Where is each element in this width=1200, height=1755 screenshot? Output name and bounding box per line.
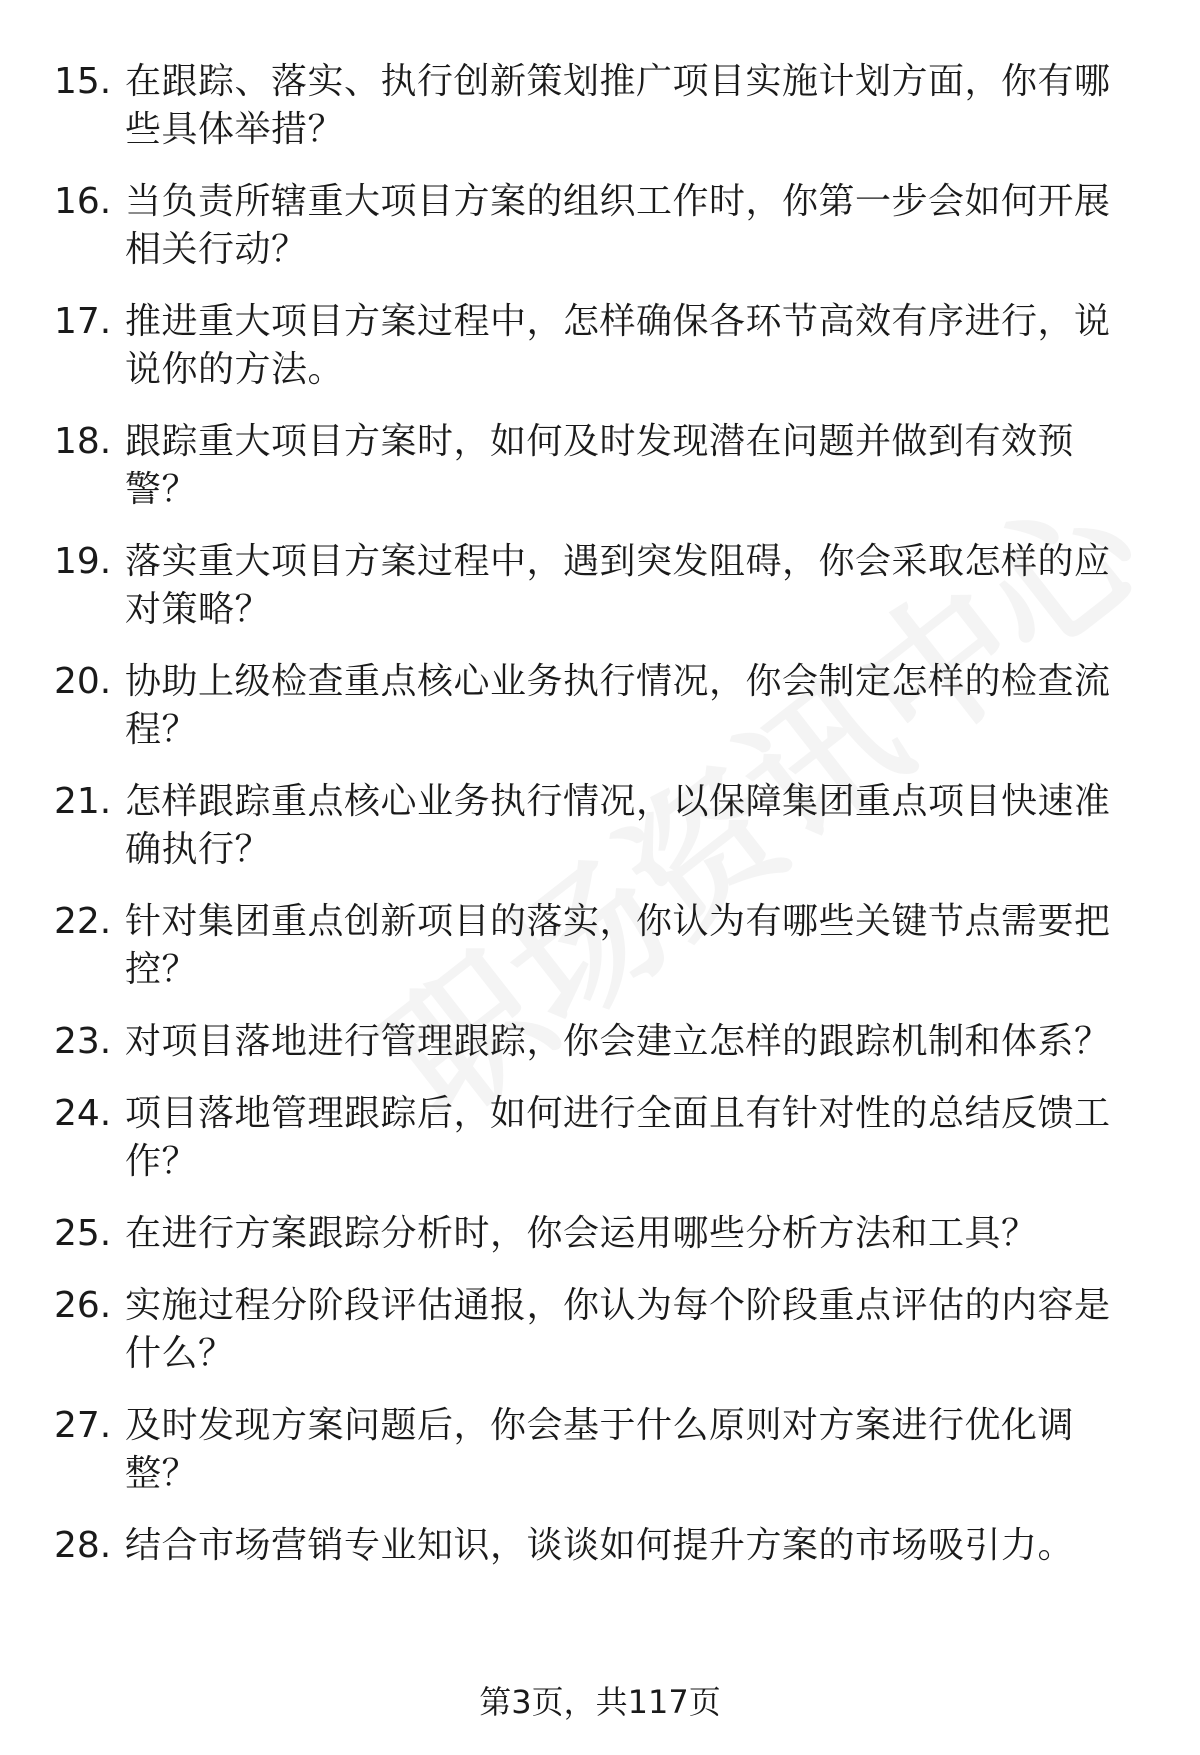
question-item: [0, 1210, 1200, 1258]
question-number: 21.: [54, 781, 112, 822]
question-number: 24.: [54, 1093, 112, 1134]
question-text: 怎样跟踪重点核心业务执行情况，以保障集团重点项目快速准确执行？: [125, 781, 1111, 870]
question-item: [0, 298, 1200, 394]
question-item: [0, 1090, 1200, 1186]
question-text: 对项目落地进行管理跟踪，你会建立怎样的跟踪机制和体系？: [125, 1021, 1111, 1062]
question-item: [0, 658, 1200, 754]
question-text: 结合市场营销专业知识，谈谈如何提升方案的市场吸引力。: [125, 1525, 1075, 1566]
question-number: 20.: [54, 661, 112, 702]
question-item: [0, 1522, 1200, 1570]
question-number: 17.: [54, 301, 112, 342]
question-list: [0, 58, 1200, 1570]
question-number: 28.: [54, 1525, 112, 1566]
question-item: [0, 178, 1200, 274]
page-footer: 第3页，共117页: [479, 1683, 721, 1721]
question-text: 实施过程分阶段评估通报，你认为每个阶段重点评估的内容是什么？: [125, 1285, 1111, 1374]
question-item: [0, 1402, 1200, 1498]
question-text: 在进行方案跟踪分析时，你会运用哪些分析方法和工具？: [125, 1213, 1038, 1254]
question-text: 协助上级检查重点核心业务执行情况，你会制定怎样的检查流程？: [125, 661, 1111, 750]
question-text: 针对集团重点创新项目的落实，你认为有哪些关键节点需要把控？: [125, 901, 1111, 990]
question-item: [0, 1018, 1200, 1066]
question-text: 及时发现方案问题后，你会基于什么原则对方案进行优化调整？: [125, 1405, 1075, 1494]
question-item: [0, 538, 1200, 634]
question-text: 推进重大项目方案过程中，怎样确保各环节高效有序进行，说说你的方法。: [125, 301, 1111, 390]
question-number: 23.: [54, 1021, 112, 1062]
question-item: [0, 58, 1200, 154]
question-item: [0, 898, 1200, 994]
question-item: [0, 1282, 1200, 1378]
question-text: 跟踪重大项目方案时，如何及时发现潜在问题并做到有效预警？: [125, 421, 1075, 510]
question-number: 26.: [54, 1285, 112, 1326]
question-item: [0, 778, 1200, 874]
question-number: 19.: [54, 541, 112, 582]
question-item: [0, 418, 1200, 514]
question-number: 16.: [54, 181, 112, 222]
question-number: 15.: [54, 61, 112, 102]
question-text: 落实重大项目方案过程中，遇到突发阻碍，你会采取怎样的应对策略？: [125, 541, 1111, 630]
question-text: 项目落地管理跟踪后，如何进行全面且有针对性的总结反馈工作？: [125, 1093, 1111, 1182]
question-number: 27.: [54, 1405, 112, 1446]
question-number: 25.: [54, 1213, 112, 1254]
question-text: 当负责所辖重大项目方案的组织工作时，你第一步会如何开展相关行动？: [125, 181, 1111, 270]
question-text: 在跟踪、落实、执行创新策划推广项目实施计划方面，你有哪些具体举措？: [125, 61, 1111, 150]
question-number: 18.: [54, 421, 112, 462]
question-number: 22.: [54, 901, 112, 942]
